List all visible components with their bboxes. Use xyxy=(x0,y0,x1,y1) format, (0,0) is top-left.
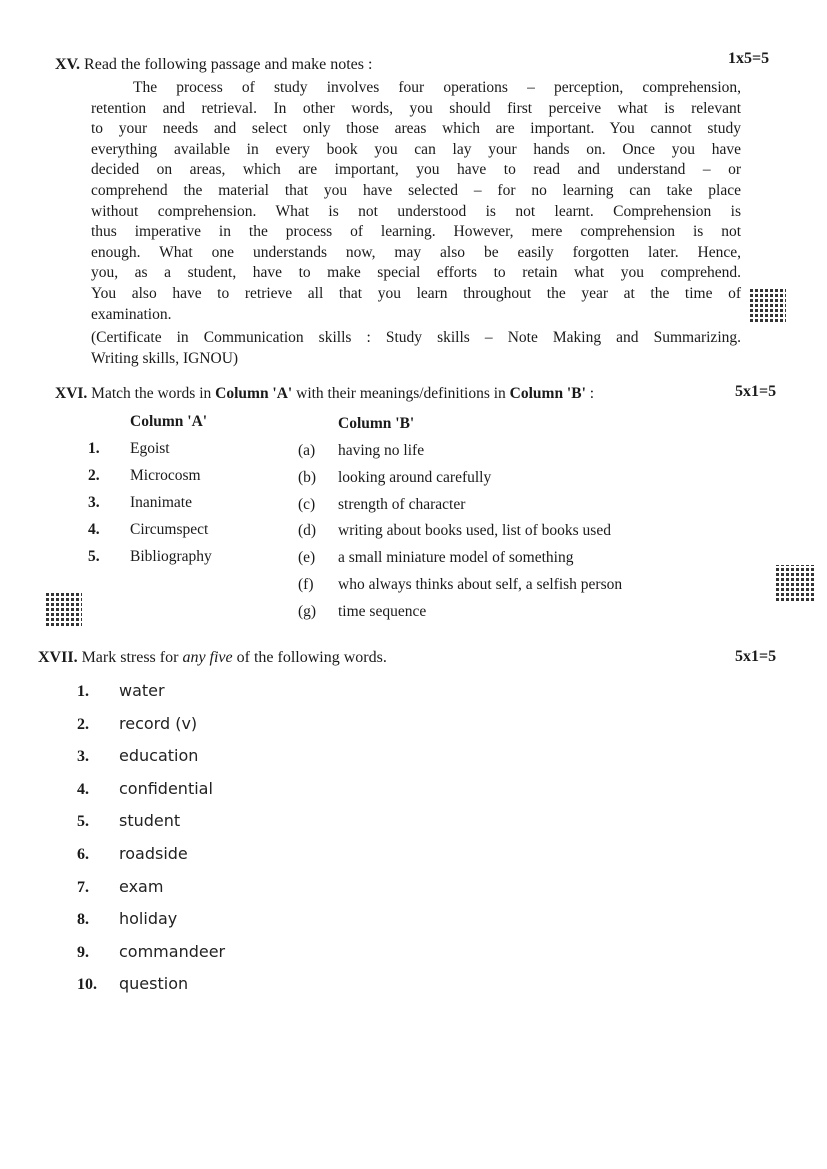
q17-header xyxy=(38,649,698,667)
q17-number: XVII. xyxy=(38,649,78,666)
col-b-item: (f) who always thinks about self, a selfish person xyxy=(298,575,623,593)
stress-word-item: 3. education xyxy=(77,746,199,766)
stress-word-item: 2. record (v) xyxy=(77,713,198,733)
col-b-item: (d) writing about books used, list of books used xyxy=(298,522,611,540)
passage-line: You also have to retrieve all that you learn throughout the year at the time of xyxy=(91,284,741,302)
passage-line: decided on areas, which are important, you have to read and understand – or xyxy=(91,161,741,179)
col-a-item: 2. Microcosm xyxy=(88,467,201,484)
stress-word-item: 8. holiday xyxy=(77,909,178,929)
passage-line: examination. xyxy=(91,305,172,323)
passage-line: you, as a student, have to make special efforts to retain what you comprehend. xyxy=(91,264,741,282)
col-a-item: 4. Circumspect xyxy=(88,521,209,538)
q16-instruction-mid: with their meanings/definitions in xyxy=(292,385,510,402)
q16-marks: 5x1=5 xyxy=(735,383,777,400)
col-b-item: (a) having no life xyxy=(298,442,425,459)
source-line: (Certificate in Communication skills : Study skills – Note Making and Summarizing. xyxy=(91,329,741,347)
stress-word-item: 9. commandeer xyxy=(77,941,226,961)
passage-line: retention and retrieval. In other words, you should first perceive what is relevant xyxy=(91,99,741,117)
qr-code-icon xyxy=(776,565,814,603)
col-b-item: (g) time sequence xyxy=(298,602,427,620)
passage-line: everything available in every book you can lay your hands on. Once you have xyxy=(91,140,741,158)
passage-line: enough. What one understands now, may also be easily forgotten later. Hence, xyxy=(91,243,741,261)
q15-instruction: Read the following passage and make notes : xyxy=(84,56,373,73)
col-b-item: (b) looking around carefully xyxy=(298,468,492,486)
q16-instruction-pre: Match the words in xyxy=(91,385,216,402)
col-a-item: 5. Bibliography xyxy=(88,548,212,565)
stress-word-item: 6. roadside xyxy=(77,843,188,863)
q15-passage xyxy=(91,78,741,369)
q17-instruction-pre: Mark stress for xyxy=(81,649,183,666)
passage-line: to your needs and select only those areas which are important. You cannot study xyxy=(91,120,741,138)
col-a-heading: Column 'A' xyxy=(130,413,208,430)
q16-col-a-ref: Column 'A' xyxy=(215,385,293,402)
passage-line: thus imperative in the process of learning. However, mere comprehension is not xyxy=(91,223,741,241)
q16-instruction-post: : xyxy=(585,385,595,402)
col-b-heading: Column 'B' xyxy=(338,415,415,432)
stress-word-item: 4. confidential xyxy=(77,778,213,798)
stress-word-list xyxy=(77,681,377,1007)
passage-line: The process of study involves four operations – perception, comprehension, xyxy=(133,79,741,96)
stress-word-item: 5. student xyxy=(77,811,181,831)
passage-line: comprehend the material that you have selected – for no learning can take place xyxy=(91,181,741,199)
source-line: Writing skills, IGNOU) xyxy=(91,349,239,367)
stress-word-item: 1. water xyxy=(77,681,165,700)
q15-number: XV. xyxy=(55,56,81,73)
qr-code-icon xyxy=(46,592,82,628)
q17-instruction-emphasis: any five xyxy=(182,649,233,666)
q17-instruction-post: of the following words. xyxy=(232,649,387,666)
q16-number: XVI. xyxy=(55,385,88,402)
q15-header xyxy=(55,56,755,74)
passage-line: without comprehension. What is not understood is not learnt. Comprehension is xyxy=(91,202,741,220)
col-a-list xyxy=(88,440,288,575)
col-b-item: (c) strength of character xyxy=(298,495,466,513)
qr-code-icon xyxy=(750,288,786,324)
col-b-item: (e) a small miniature model of something xyxy=(298,549,574,567)
q16-col-b-ref: Column 'B' xyxy=(509,385,586,402)
q17-marks: 5x1=5 xyxy=(735,648,777,665)
col-b-list xyxy=(298,442,738,630)
stress-word-item: 10. question xyxy=(77,974,189,994)
stress-word-item: 7. exam xyxy=(77,876,164,896)
col-a-item: 1. Egoist xyxy=(88,440,170,457)
q16-header xyxy=(55,385,735,403)
q15-marks: 1x5=5 xyxy=(728,50,770,67)
col-a-item: 3. Inanimate xyxy=(88,494,192,511)
